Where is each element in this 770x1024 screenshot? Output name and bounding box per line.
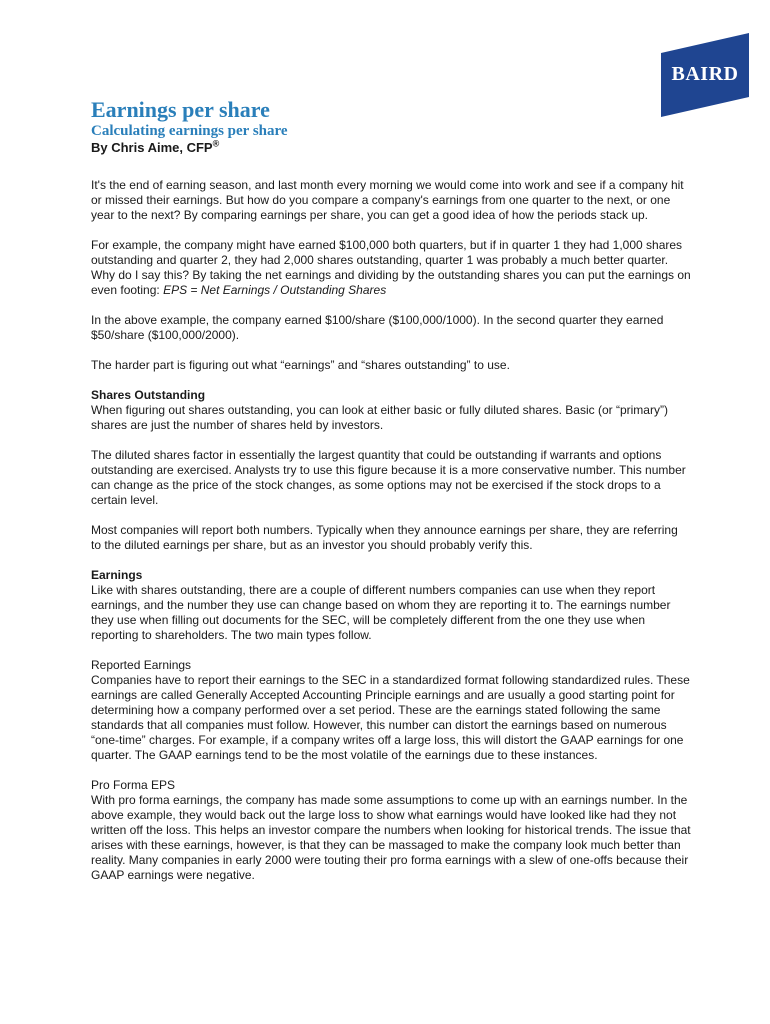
article-body [91,178,691,883]
author-byline [91,140,691,156]
section-reported-earnings [91,658,691,763]
logo-wordmark: BAIRD [671,63,739,85]
paragraph-example [91,238,691,298]
section-shares-outstanding [91,388,691,433]
pro-forma-heading: Pro Forma EPS [91,778,176,792]
paragraph-intro: It's the end of earning season, and last month every morning we would come into work and see if a company hit or missed their earnings. But how do you compare a company's earnings from one quarter to the next, or one year to the next? By comparing earnings per share, you can get a good idea of how the periods stack up. [91,178,684,222]
page-title: Earnings per share [91,97,270,122]
paragraph-harder-part: The harder part is figuring out what “earnings” and “shares outstanding” to use. [91,358,510,372]
registered-mark: ® [212,138,220,149]
paragraph-example-text: For example, the company might have earned $100,000 both quarters, but if in quarter 1 they had 1,000 shares outstanding and quarter 2, they had 2,000 shares outstanding, quarter 1 was probably a much better quarter. Why do I say this? By taking the net earnings and dividing by the outstanding shares you can put the earnings on even footing: [91,238,691,297]
earnings-heading: Earnings [91,568,143,582]
paragraph-example-result: In the above example, the company earned $100/share ($100,000/1000). In the second quarter they earned $50/share ($100,000/2000). [91,313,664,342]
paragraph-diluted: The diluted shares factor in essentially the largest quantity that could be outstanding if warrants and options outstanding are exercised. Analysts try to use this figure because it is a more conservative number. This number can change as the price of the stock changes, as some options may not be exercised if the stock drops to a certain level. [91,448,686,507]
eps-formula: EPS = Net Earnings / Outstanding Shares [163,283,387,297]
article [91,98,691,898]
byline-text: By Chris Aime, CFP [91,140,213,155]
earnings-text: Like with shares outstanding, there are a couple of different numbers companies can use when they report earnings, and the number they use can change based on whom they are reporting it to. The earnings number they use when filling out documents for the SEC, will be completely different from the one they use when reporting to shareholders. The two main types follow. [91,583,671,642]
shares-outstanding-heading: Shares Outstanding [91,388,206,402]
pro-forma-text: With pro forma earnings, the company has made some assumptions to come up with an earnings number. In the above example, they would back out the large loss to show what earnings would have looked like had they not written off the loss. This helps an investor compare the numbers when looking for historical trends. The issue that arises with these earnings, however, is that they can be massaged to make the company look much better than reality. Many companies in early 2000 were touting their pro forma earnings with a slew of one-offs because their GAAP earnings were negative. [91,793,691,882]
section-earnings [91,568,691,643]
page-subtitle: Calculating earnings per share [91,123,288,139]
reported-earnings-text: Companies have to report their earnings to the SEC in a standardized format following standardized rules. These earnings are called Generally Accepted Accounting Principle earnings and are usually a good starting point for determining how a company performed over a set period. These are the earnings stated following the same standards that all companies must follow. However, this number can distort the earnings based on numerous “one-time” charges. For example, if a company writes off a large loss, this will distort the GAAP earnings for one quarter. The GAAP earnings tend to be the most volatile of the earnings due to these instances. [91,673,690,762]
shares-outstanding-text: When figuring out shares outstanding, you can look at either basic or fully diluted shares. Basic (or “primary”) shares are just the number of shares held by investors. [91,403,668,432]
reported-earnings-heading: Reported Earnings [91,658,192,672]
section-pro-forma [91,778,691,883]
paragraph-both-numbers: Most companies will report both numbers. Typically when they announce earnings per share, they are referring to the diluted earnings per share, but as an investor you should probably verify this. [91,523,678,552]
